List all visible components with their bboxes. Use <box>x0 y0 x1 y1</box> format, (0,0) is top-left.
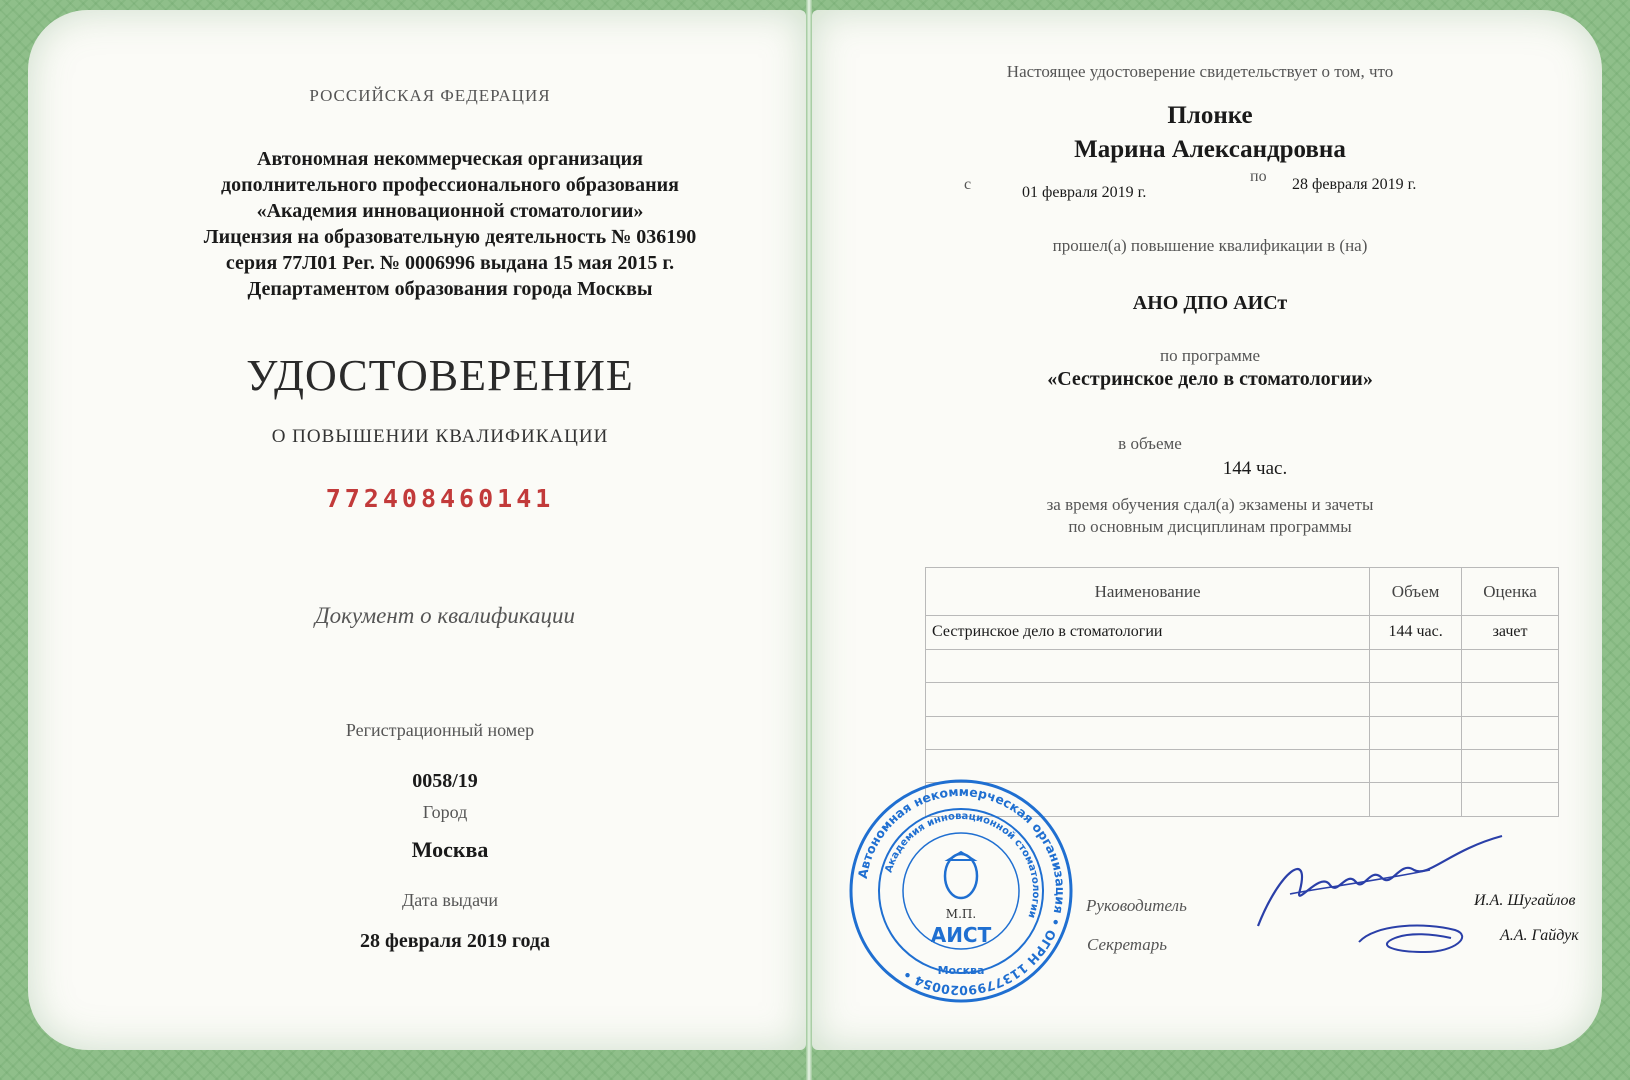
city-label: Город <box>422 802 468 822</box>
from-date: 01 февраля 2019 г. <box>1022 184 1147 201</box>
registration-label: Регистрационный номер <box>345 720 535 740</box>
exams-line: за время обучения сдал(а) экзамены и зачеты <box>1046 495 1374 514</box>
org-line: «Академия инновационной стоматологии» <box>256 200 644 222</box>
header-volume: Объем <box>1370 568 1462 616</box>
subject-volume <box>1370 716 1462 749</box>
stamp-mp: М.П. <box>945 907 977 921</box>
holder-surname: Плонке <box>1167 102 1253 129</box>
table-header-row <box>926 568 1559 616</box>
org-line: Автономная некоммерческая организация <box>257 148 643 170</box>
document-title: УДОСТОВЕРЕНИЕ <box>246 351 634 400</box>
secretary-signature <box>1355 918 1475 958</box>
license-line: Лицензия на образовательную деятельность № 036190 <box>203 226 697 248</box>
subject-grade <box>1462 683 1559 716</box>
subject-name: Сестринское дело в стоматологии <box>926 616 1370 649</box>
subject-grade <box>1462 750 1559 783</box>
subject-volume <box>1370 649 1462 682</box>
subject-grade <box>1462 783 1559 817</box>
table-row <box>926 649 1559 682</box>
program-label: по программе <box>1159 346 1261 365</box>
organization-block <box>110 146 790 302</box>
subject-volume <box>1370 683 1462 716</box>
issue-date: 28 февраля 2019 года <box>360 930 550 952</box>
volume-value: 144 час. <box>1222 458 1288 479</box>
exams-text <box>900 494 1520 538</box>
issue-date-label: Дата выдачи <box>401 890 499 910</box>
subject-name <box>926 716 1370 749</box>
org-line: дополнительного профессионального образования <box>221 174 679 196</box>
header-name: Наименование <box>926 568 1370 616</box>
subject-volume: 144 час. <box>1370 616 1462 649</box>
stamp-inner-text: Академия инновационной стоматологии <box>883 810 1042 920</box>
stamp-bottom-text: Москва <box>937 964 985 977</box>
secretary-label: Секретарь <box>1087 935 1167 954</box>
to-date: 28 февраля 2019 г. <box>1292 176 1417 193</box>
holder-name: Марина Александровна <box>1074 136 1346 163</box>
table-row <box>926 683 1559 716</box>
secretary-name: А.А. Гайдук <box>1500 927 1579 944</box>
table-row <box>926 716 1559 749</box>
subject-grade <box>1462 716 1559 749</box>
license-line: серия 77Л01 Рег. № 0006996 выдана 15 мая 2015 г. <box>225 252 675 274</box>
subject-grade <box>1462 649 1559 682</box>
table-row <box>926 616 1559 649</box>
serial-number: 772408460141 <box>325 484 555 513</box>
page-fold <box>806 0 812 1080</box>
subject-name <box>926 649 1370 682</box>
subject-name <box>926 683 1370 716</box>
registration-number: 0058/19 <box>412 770 478 792</box>
stamp-ring-text: Автономная некоммерческая организация • ОГРН 1137799020054 • <box>854 783 1069 999</box>
header-grade: Оценка <box>1462 568 1559 616</box>
certificate-intro: Настоящее удостоверение свидетельствует о том, что <box>1006 62 1394 81</box>
license-line: Департаментом образования города Москвы <box>247 278 653 300</box>
exams-line: по основным дисциплинам программы <box>1068 517 1352 536</box>
head-name: И.А. Шугайлов <box>1474 892 1576 909</box>
head-signature <box>1250 830 1510 930</box>
to-label: по <box>1250 168 1267 185</box>
document-subtitle: О ПОВЫШЕНИИ КВАЛИФИКАЦИИ <box>271 426 609 447</box>
head-label: Руководитель <box>1086 896 1187 915</box>
subject-grade: зачет <box>1462 616 1559 649</box>
from-label: с <box>964 176 972 193</box>
subject-volume <box>1370 783 1462 817</box>
stamp-center-text: АИСТ <box>930 923 992 947</box>
document-type: Документ о квалификации <box>314 603 576 628</box>
official-stamp <box>848 778 1074 1004</box>
city-value: Москва <box>411 837 489 862</box>
volume-label: в объеме <box>1118 434 1182 453</box>
subject-volume <box>1370 750 1462 783</box>
passed-text: прошел(а) повышение квалификации в (на) <box>1052 236 1368 255</box>
country-header: РОССИЙСКАЯ ФЕДЕРАЦИЯ <box>309 86 551 105</box>
institution-name: АНО ДПО АИСт <box>1132 292 1288 314</box>
program-name: «Сестринское дело в стоматологии» <box>1047 368 1373 390</box>
